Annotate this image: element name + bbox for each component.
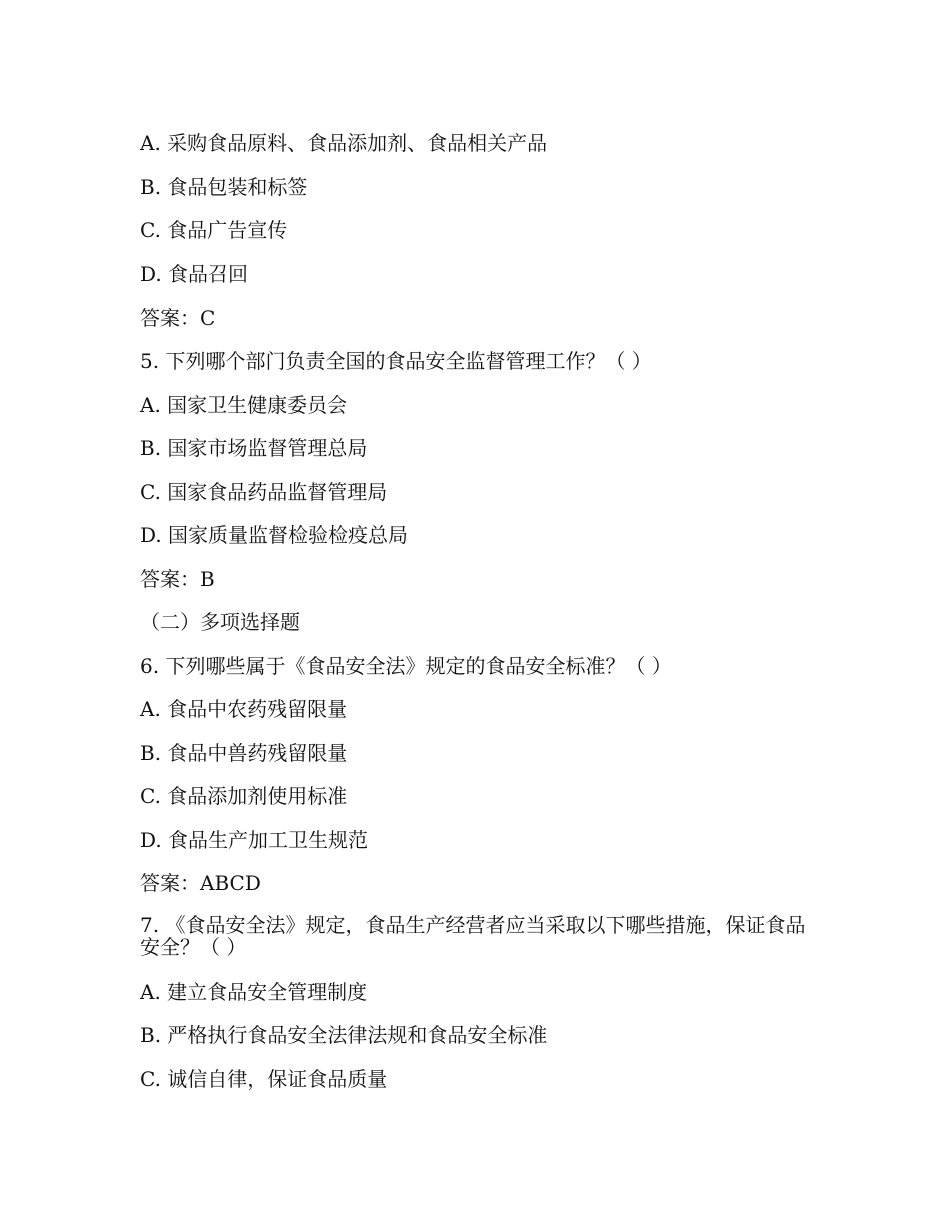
q6-option-a: A. 食品中农药残留限量: [140, 697, 348, 721]
q5-option-b: B. 国家市场监督管理总局: [140, 436, 368, 460]
q6-option-b: B. 食品中兽药残留限量: [140, 741, 348, 765]
q5-option-a: A. 国家卫生健康委员会: [140, 393, 348, 417]
q4-option-b: B. 食品包装和标签: [140, 175, 308, 199]
q6-question: 6. 下列哪些属于《食品安全法》规定的食品安全标准？（ ）: [140, 654, 672, 678]
q7-option-b: B. 严格执行食品安全法律法规和食品安全标准: [140, 1023, 548, 1047]
section-heading-multiple-choice: （二）多项选择题: [140, 610, 300, 634]
q7-question: 7. 《食品安全法》规定，食品生产经营者应当采取以下哪些措施，保证食品安全？（ ）: [140, 913, 806, 959]
q4-option-c: C. 食品广告宣传: [140, 218, 288, 242]
q7-option-c: C. 诚信自律，保证食品质量: [140, 1067, 388, 1091]
q5-option-d: D. 国家质量监督检验检疫总局: [140, 523, 409, 547]
q5-option-c: C. 国家食品药品监督管理局: [140, 480, 388, 504]
q5-question: 5. 下列哪个部门负责全国的食品安全监督管理工作？（ ）: [140, 349, 652, 373]
q4-option-a: A. 采购食品原料、食品添加剂、食品相关产品: [140, 131, 548, 155]
q6-option-c: C. 食品添加剂使用标准: [140, 784, 348, 808]
q6-option-d: D. 食品生产加工卫生规范: [140, 828, 369, 852]
q5-answer: 答案：B: [140, 567, 215, 591]
q6-answer: 答案：ABCD: [140, 871, 261, 895]
q7-option-a: A. 建立食品安全管理制度: [140, 980, 368, 1004]
q4-option-d: D. 食品召回: [140, 262, 249, 286]
q4-answer: 答案：C: [140, 306, 216, 330]
